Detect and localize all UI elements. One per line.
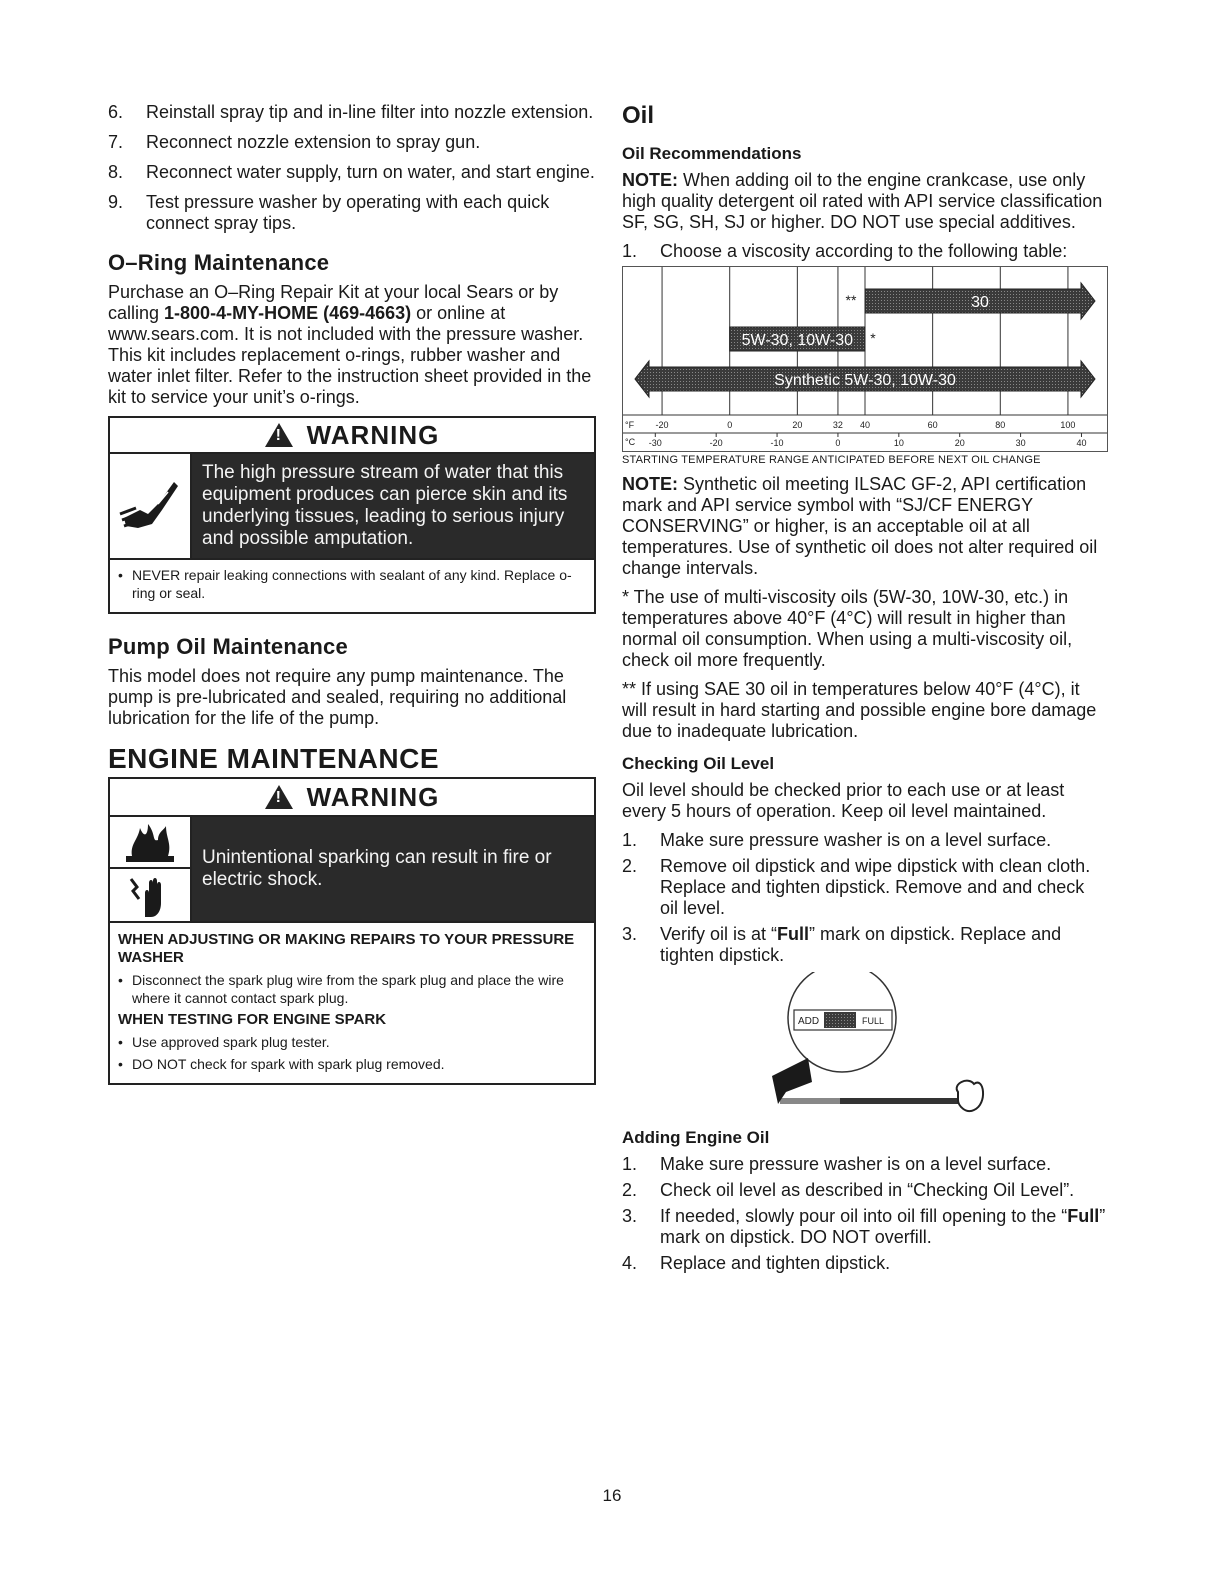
checking-oil-heading: Checking Oil Level: [622, 754, 775, 773]
list-item: 1. Make sure pressure washer is on a level surface.: [622, 1154, 1052, 1174]
dipstick-illustration: [622, 972, 1106, 1122]
bar-label: Synthetic 5W-30, 10W-30: [774, 372, 956, 389]
pump-heading: Pump Oil Maintenance: [108, 634, 348, 659]
bar-marker: **: [845, 292, 857, 308]
warning-subheading: WHEN TESTING FOR ENGINE SPARK: [118, 1011, 387, 1028]
left-column: [108, 102, 596, 1085]
tick-label-f: -20: [655, 420, 669, 430]
warning-message: Unintentional sparking can result in fire or electric shock.: [192, 817, 594, 921]
list-item: 1. Make sure pressure washer is on a level surface.: [622, 830, 1052, 850]
warning-message: The high pressure stream of water that this equipment produces can pierce skin and its underlying tissues, leading to serious injury and possible amputation.: [192, 454, 594, 558]
warning-triangle-icon: !: [265, 785, 293, 809]
warning-body: [110, 817, 594, 923]
list-item: 8. Reconnect water supply, turn on water, and start engine.: [108, 162, 595, 182]
tick-label-f: 100: [1060, 420, 1076, 430]
list-item: 3. If needed, slowly pour oil into oil fill opening to the “Full” mark on dipstick. DO NOT overfill.: [622, 1206, 1106, 1247]
warning-list: [110, 560, 594, 612]
tick-label-f: 40: [859, 420, 871, 430]
pump-text: This model does not require any pump maintenance. The pump is pre-lubricated and sealed, requiring no additional lubrication for the life of the pump.: [108, 666, 567, 728]
list-item: • NEVER repair leaking connections with sealant of any kind. Replace o-ring or seal.: [118, 566, 586, 602]
electric-shock-icon: [110, 869, 190, 921]
injection-hazard-icon: [110, 454, 192, 558]
chart-caption: STARTING TEMPERATURE RANGE ANTICIPATED BEFORE NEXT OIL CHANGE: [622, 454, 1041, 466]
dipstick-add-label: ADD: [798, 1016, 820, 1027]
list-item: 2. Remove oil dipstick and wipe dipstick with clean cloth. Replace and tighten dipstick. Remove and and check oil level.: [622, 856, 1091, 918]
warning-title: ! WARNING: [110, 418, 594, 454]
list-item: • Use approved spark plug tester.: [118, 1033, 586, 1051]
warning-box-pressure: [108, 416, 596, 614]
tick-label-c: -30: [648, 438, 662, 448]
list-item: 9. Test pressure washer by operating with each quick connect spray tips.: [108, 192, 550, 233]
page-number: 16: [602, 1486, 622, 1505]
viscosity-chart-svg: [623, 267, 1107, 451]
oring-text: Purchase an O–Ring Repair Kit at your local Sears or by calling 1-800-4-MY-HOME (469-4663) or online at www.sears.com. It is not included with the pressure washer. This kit includes replacement o-rings, rubber washer and water inlet filter. Refer to the instruction sheet provided in the kit to service your unit’s o-rings.: [108, 282, 592, 407]
reinstall-steps: [108, 102, 596, 234]
tick-label-c: 40: [1076, 438, 1087, 448]
checking-oil-text: Oil level should be checked prior to each use or at least every 5 hours of operation. Keep oil level maintained.: [622, 780, 1065, 821]
oil-heading: Oil: [622, 102, 655, 129]
warning-box-spark: [108, 777, 596, 1085]
tick-label-f: 0: [727, 420, 733, 430]
list-item: 3. Verify oil is at “Full” mark on dipstick. Replace and tighten dipstick.: [622, 924, 1062, 965]
hazard-icons: [110, 817, 192, 921]
bar-label: 5W-30, 10W-30: [741, 332, 854, 349]
viscosity-chart: [622, 266, 1108, 452]
list-item: 2. Check oil level as described in “Checking Oil Level”.: [622, 1180, 1075, 1200]
warning-title: ! WARNING: [110, 779, 594, 817]
adding-oil-steps: [622, 1154, 1106, 1274]
phone-number: 1-800-4-MY-HOME (469-4663): [164, 303, 412, 323]
tick-label-f: 60: [927, 420, 938, 430]
tick-label-f: 80: [995, 420, 1006, 430]
tick-label-c: -20: [709, 438, 723, 448]
warning-triangle-icon: !: [265, 423, 293, 447]
warning-list: [110, 923, 594, 1083]
adding-oil-heading: Adding Engine Oil: [622, 1128, 770, 1147]
checking-oil-steps: [622, 830, 1106, 966]
unit-c-label: °C: [625, 437, 636, 447]
oil-note-1: NOTE: When adding oil to the engine crankcase, use only high quality detergent oil rated with API service classification SF, SG, SH, SJ or higher. DO NOT use special additives.: [622, 170, 1103, 232]
unit-f-label: °F: [625, 420, 635, 430]
warning-body: [110, 454, 594, 560]
list-item: • Disconnect the spark plug wire from the spark plug and place the wire where it cannot contact spark plug.: [118, 971, 586, 1007]
viscosity-step: [622, 241, 1106, 262]
tick-label-c: 20: [954, 438, 965, 448]
list-item: 6. Reinstall spray tip and in-line filter into nozzle extension.: [108, 102, 594, 122]
dipstick-full-label: FULL: [862, 1016, 885, 1026]
tick-label-c: 10: [893, 438, 904, 448]
bar-label: 30: [971, 294, 989, 311]
bar-marker: *: [870, 330, 876, 346]
fire-icon: [110, 817, 190, 869]
oil-recommendations-heading: Oil Recommendations: [622, 144, 802, 163]
engine-heading: ENGINE MAINTENANCE: [108, 743, 440, 774]
oil-note-2: NOTE: Synthetic oil meeting ILSAC GF-2, API certification mark and API service symbol with “SJ/CF ENERGY CONSERVING” or higher, is an acceptable oil at all temperatures. Use of synthetic oil does not alter required oil change intervals.: [622, 474, 1098, 578]
star-note: * The use of multi-viscosity oils (5W-30, 10W-30, etc.) in temperatures above 40°F (4°C) will result in higher than normal oil consumption. When using a multi-viscosity oil, check oil more frequently.: [622, 587, 1073, 670]
list-item: 7. Reconnect nozzle extension to spray gun.: [108, 132, 481, 152]
tick-label-c: 0: [835, 438, 841, 448]
tick-label-f: 20: [792, 420, 803, 430]
tick-label-c: 30: [1015, 438, 1026, 448]
oring-heading: O–Ring Maintenance: [108, 250, 330, 275]
tick-label-f: 32: [832, 420, 843, 430]
warning-subheading: WHEN ADJUSTING OR MAKING REPAIRS TO YOUR PRESSURE WASHER: [118, 931, 575, 966]
list-item: 4. Replace and tighten dipstick.: [622, 1253, 891, 1273]
list-item: 1. Choose a viscosity according to the following table:: [622, 241, 1068, 261]
tick-label-c: -10: [770, 438, 784, 448]
list-item: • DO NOT check for spark with spark plug removed.: [118, 1055, 586, 1073]
double-star-note: ** If using SAE 30 oil in temperatures below 40°F (4°C), it will result in hard starting and possible engine bore damage due to inadequate lubrication.: [622, 679, 1097, 741]
right-column: [622, 102, 1106, 1279]
